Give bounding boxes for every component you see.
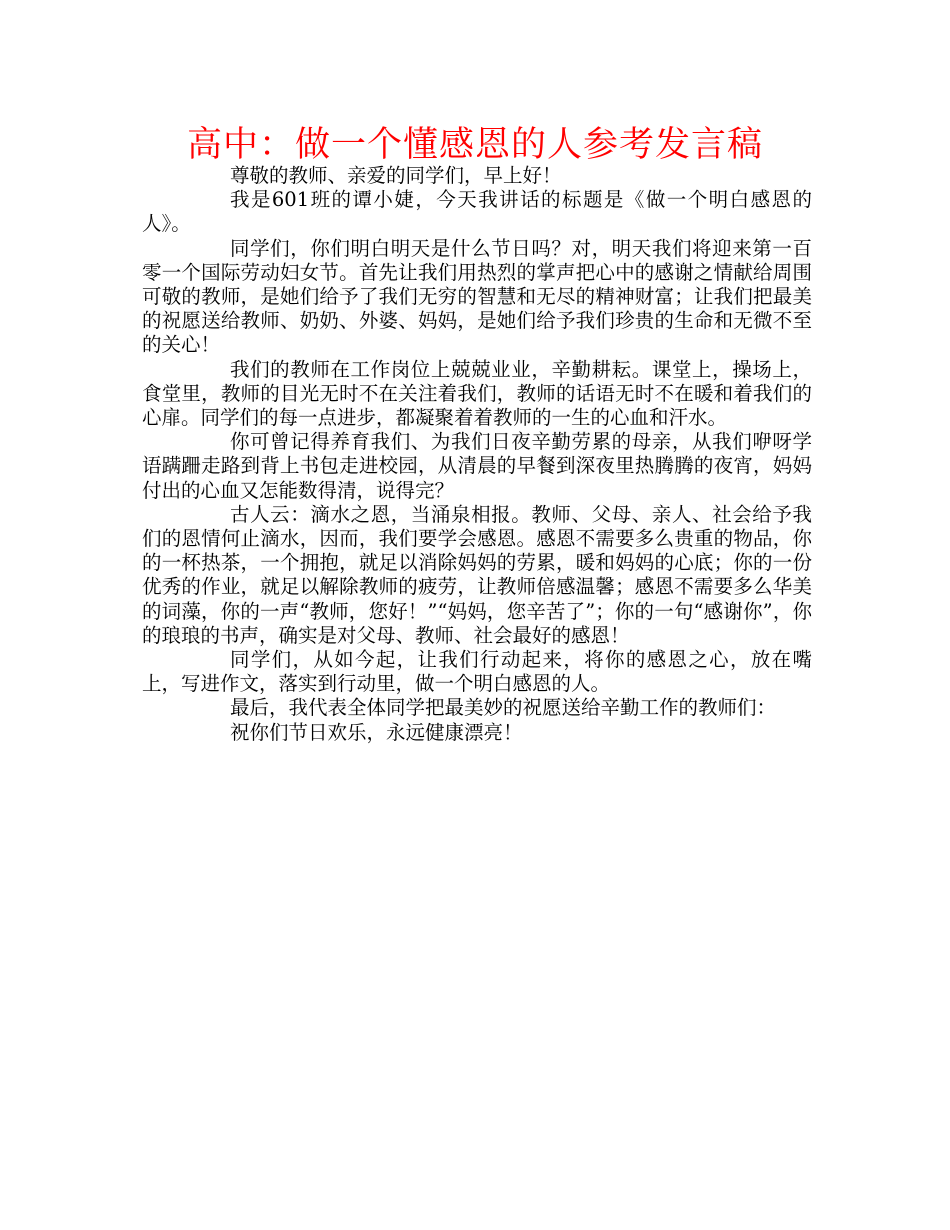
document-title: 高中：做一个懂感恩的人参考发言稿 bbox=[186, 125, 763, 165]
paragraph-mothers: 你可曾记得养育我们、为我们日夜辛勤劳累的母亲，从我们咿呀学语蹒跚走路到背上书包走进校园，从清晨的早餐到深夜里热腾腾的夜宵，妈妈付出的心血又怎能数得清，说得完？ bbox=[142, 430, 812, 502]
paragraph-womens-day: 同学们，你们明白明天是什么节日吗？对，明天我们将迎来第一百零一个国际劳动妇女节。首先让我们用热烈的掌声把心中的感谢之情献给周围可敬的教师，是她们给予了我们无穷的智慧和无尽的精神财富；让我们把最美的祝愿送给教师、奶奶、外婆、妈妈，是她们给予我们珍贵的生命和无微不至的关心！ bbox=[142, 236, 812, 357]
paragraph-introduction: 我是601班的谭小婕，今天我讲话的标题是《做一个明白感恩的人》。 bbox=[142, 188, 812, 236]
paragraph-teachers: 我们的教师在工作岗位上兢兢业业，辛勤耕耘。课堂上，操场上，食堂里，教师的目光无时不在关注着我们，教师的话语无时不在暖和着我们的心扉。同学们的每一点进步，都凝聚着着教师的一生的心血和汗水。 bbox=[142, 357, 812, 430]
paragraph-closing: 最后，我代表全体同学把最美妙的祝愿送给辛勤工作的教师们： bbox=[230, 696, 777, 720]
paragraph-call-to-action: 同学们，从如今起，让我们行动起来，将你的感恩之心，放在嘴上，写进作文，落实到行动里，做一个明白感恩的人。 bbox=[142, 648, 812, 696]
paragraph-wishes: 祝你们节日欢乐，永远健康漂亮！ bbox=[230, 720, 523, 744]
document-body bbox=[142, 164, 812, 745]
paragraph-gratitude: 古人云：滴水之恩，当涌泉相报。教师、父母、亲人、社会给予我们的恩情何止滴水，因而，我们要学会感恩。感恩不需要多么贵重的物品，你的一杯热茶，一个拥抱，就足以消除妈妈的劳累，暖和妈妈的心底；你的一份优秀的作业，就足以解除教师的疲劳，让教师倍感温馨；感恩不需要多么华美的词藻，你的一声“教师，您好！”“妈妈，您辛苦了”；你的一句“感谢你”，你的琅琅的书声，确实是对父母、教师、社会最好的感恩！ bbox=[142, 502, 812, 647]
paragraph-greeting: 尊敬的教师、亲爱的同学们，早上好！ bbox=[230, 164, 562, 187]
